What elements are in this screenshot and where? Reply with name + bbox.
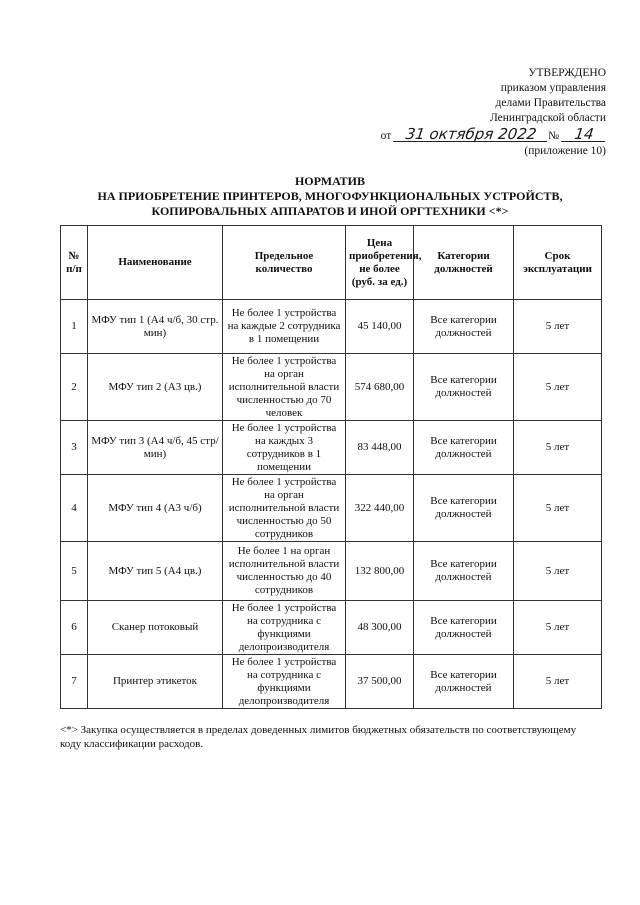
table-header-row	[61, 226, 602, 300]
approval-stamp	[381, 66, 606, 159]
approval-line: УТВЕРЖДЕНО	[528, 67, 606, 79]
date-prefix: от	[380, 130, 392, 142]
cell-number: 4	[61, 475, 88, 542]
table-row	[61, 655, 602, 709]
number-label: №	[548, 130, 560, 142]
cell-category: Все категории должностей	[414, 354, 514, 421]
cell-price: 574 680,00	[346, 354, 414, 421]
appendix-label: (приложение 10)	[524, 145, 606, 157]
handwritten-date: 31 октября 2022	[393, 127, 549, 142]
table-row	[61, 542, 602, 601]
norm-table	[60, 225, 602, 709]
cell-price: 132 800,00	[346, 542, 414, 601]
cell-quantity: Не более 1 устройства на сотрудника с функциями делопроизводителя	[223, 601, 346, 655]
header-quantity: Предельное количество	[223, 226, 346, 300]
cell-number: 6	[61, 601, 88, 655]
cell-category: Все категории должностей	[414, 300, 514, 354]
cell-category: Все категории должностей	[414, 601, 514, 655]
cell-category: Все категории должностей	[414, 475, 514, 542]
cell-name: МФУ тип 5 (А4 цв.)	[88, 542, 223, 601]
cell-name: Сканер потоковый	[88, 601, 223, 655]
table-row	[61, 475, 602, 542]
cell-name: МФУ тип 2 (А3 цв.)	[88, 354, 223, 421]
table-row	[61, 421, 602, 475]
handwritten-number: 14	[561, 127, 607, 142]
footnote: <*> Закупка осуществляется в пределах доведенных лимитов бюджетных обязательств по соответствующему коду классификации расходов.	[60, 724, 577, 750]
header-number: № п/п	[61, 226, 88, 300]
cell-lifetime: 5 лет	[514, 421, 602, 475]
approval-line: делами Правительства	[495, 97, 606, 109]
title-line-2: НА ПРИОБРЕТЕНИЕ ПРИНТЕРОВ, МНОГОФУНКЦИОНАЛЬНЫХ УСТРОЙСТВ,	[97, 189, 563, 203]
cell-lifetime: 5 лет	[514, 542, 602, 601]
table-row	[61, 354, 602, 421]
cell-number: 5	[61, 542, 88, 601]
cell-name: МФУ тип 3 (А4 ч/б, 45 стр/мин)	[88, 421, 223, 475]
header-price: Цена приобретения, не более (руб. за ед.)	[346, 226, 414, 300]
cell-category: Все категории должностей	[414, 655, 514, 709]
cell-quantity: Не более 1 устройства на сотрудника с функциями делопроизводителя	[223, 655, 346, 709]
table-row	[61, 601, 602, 655]
cell-number: 7	[61, 655, 88, 709]
header-lifetime: Срок эксплуатации	[514, 226, 602, 300]
approval-date-line	[381, 127, 606, 144]
cell-lifetime: 5 лет	[514, 354, 602, 421]
cell-number: 3	[61, 421, 88, 475]
cell-number: 2	[61, 354, 88, 421]
cell-number: 1	[61, 300, 88, 354]
cell-price: 83 448,00	[346, 421, 414, 475]
cell-quantity: Не более 1 на орган исполнительной власти численностью до 40 сотрудников	[223, 542, 346, 601]
cell-name: МФУ тип 4 (А3 ч/б)	[88, 475, 223, 542]
cell-quantity: Не более 1 устройства на каждые 2 сотрудника в 1 помещении	[223, 300, 346, 354]
cell-category: Все категории должностей	[414, 542, 514, 601]
cell-price: 45 140,00	[346, 300, 414, 354]
cell-quantity: Не более 1 устройства на орган исполнительной власти численностью до 70 человек	[223, 354, 346, 421]
cell-lifetime: 5 лет	[514, 655, 602, 709]
title-line-1: НОРМАТИВ	[294, 174, 366, 188]
cell-price: 48 300,00	[346, 601, 414, 655]
cell-name: МФУ тип 1 (А4 ч/б, 30 стр. мин)	[88, 300, 223, 354]
cell-price: 37 500,00	[346, 655, 414, 709]
header-name: Наименование	[88, 226, 223, 300]
cell-quantity: Не более 1 устройства на орган исполнительной власти численностью до 50 сотрудников	[223, 475, 346, 542]
cell-name: Принтер этикеток	[88, 655, 223, 709]
cell-quantity: Не более 1 устройства на каждых 3 сотрудников в 1 помещении	[223, 421, 346, 475]
approval-line: Ленинградской области	[489, 112, 606, 124]
title-line-3: КОПИРОВАЛЬНЫХ АППАРАТОВ И ИНОЙ ОРГТЕХНИКИ <*>	[151, 204, 509, 218]
cell-lifetime: 5 лет	[514, 475, 602, 542]
approval-line: приказом управления	[500, 82, 606, 94]
cell-category: Все категории должностей	[414, 421, 514, 475]
document-title	[60, 174, 600, 219]
cell-lifetime: 5 лет	[514, 300, 602, 354]
cell-price: 322 440,00	[346, 475, 414, 542]
cell-lifetime: 5 лет	[514, 601, 602, 655]
table-row	[61, 300, 602, 354]
header-category: Категории должностей	[414, 226, 514, 300]
